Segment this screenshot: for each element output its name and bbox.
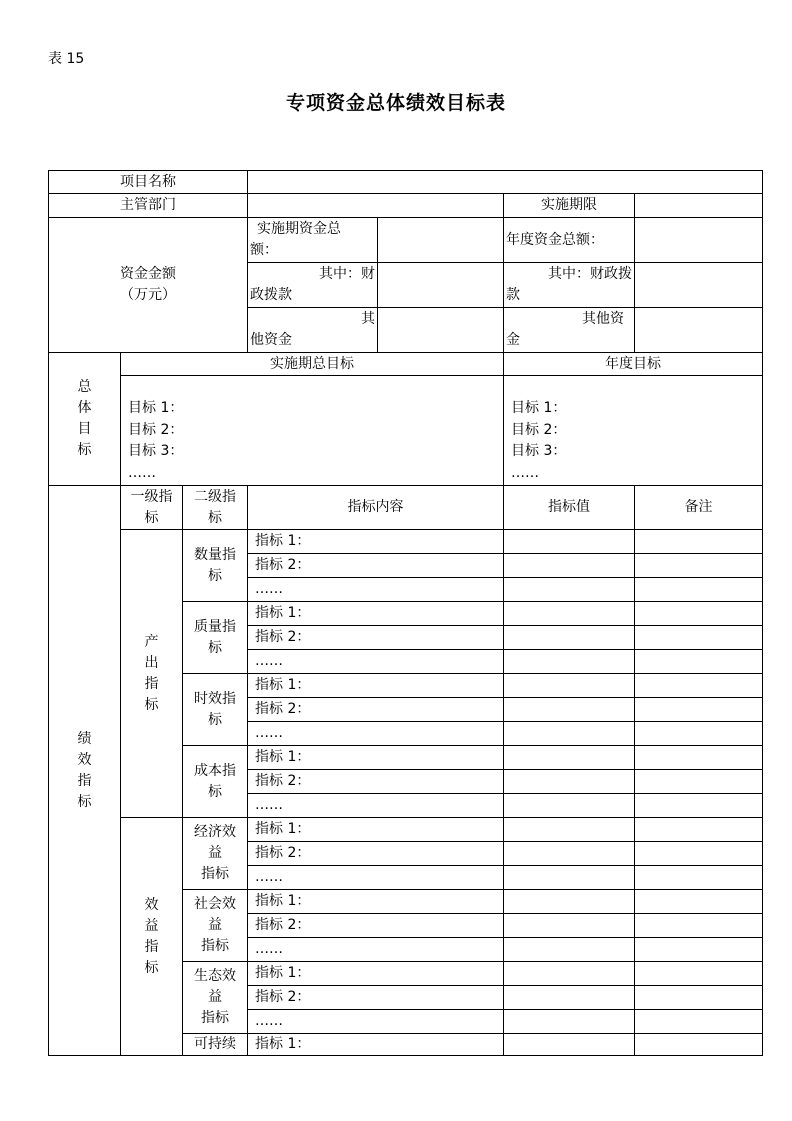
indicator-value[interactable] bbox=[504, 866, 635, 890]
cost-line2: 标 bbox=[208, 783, 222, 800]
indicator-remark[interactable] bbox=[635, 1010, 763, 1034]
timeliness-indicator-label bbox=[183, 674, 248, 746]
indicator-content[interactable]: …… bbox=[248, 866, 504, 890]
indicator-content[interactable]: 指标 1： bbox=[248, 530, 504, 554]
indicator-remark[interactable] bbox=[635, 698, 763, 722]
overall-goal-label bbox=[49, 353, 121, 486]
table-row bbox=[49, 818, 763, 842]
indicator-value[interactable] bbox=[504, 794, 635, 818]
table-number: 表 15 bbox=[48, 51, 85, 67]
indicator-remark[interactable] bbox=[635, 938, 763, 962]
row-project-name bbox=[49, 171, 763, 194]
fiscal-right-line1: 其中：财政拨 bbox=[548, 266, 633, 282]
period-goal-3: 目标 3： bbox=[128, 443, 184, 459]
sustainable-benefit-label: 可持续 bbox=[183, 1034, 248, 1056]
fiscal-right-line2: 款 bbox=[506, 287, 521, 303]
fiscal-left-value[interactable] bbox=[378, 263, 504, 308]
row-goals bbox=[49, 376, 763, 486]
benefit-char-2: 益 bbox=[144, 917, 159, 934]
indicator-content[interactable]: 指标 2： bbox=[248, 842, 504, 866]
indicator-value[interactable] bbox=[504, 914, 635, 938]
indicator-remark[interactable] bbox=[635, 530, 763, 554]
other-left-line2: 他资金 bbox=[250, 332, 293, 348]
indicator-value[interactable] bbox=[504, 890, 635, 914]
indicator-value[interactable] bbox=[504, 842, 635, 866]
level1-header-line2: 标 bbox=[144, 509, 159, 526]
period-label: 实施期限 bbox=[504, 194, 635, 218]
indicator-content[interactable]: …… bbox=[248, 938, 504, 962]
indicator-value[interactable] bbox=[504, 938, 635, 962]
period-total-line1: 实施期资金总 bbox=[257, 221, 342, 237]
fiscal-right-label bbox=[504, 263, 635, 308]
economic-line1: 经济效 bbox=[194, 824, 236, 840]
output-char-2: 出 bbox=[144, 654, 159, 671]
ecological-benefit-label bbox=[183, 962, 248, 1034]
indicator-value[interactable] bbox=[504, 602, 635, 626]
indicator-value[interactable] bbox=[504, 578, 635, 602]
performance-goal-table bbox=[48, 170, 763, 1056]
perf-char-2: 效 bbox=[77, 751, 92, 768]
fiscal-left-line1: 其中：财 bbox=[319, 266, 376, 282]
overall-char-1: 总 bbox=[77, 379, 92, 395]
indicator-value[interactable] bbox=[504, 530, 635, 554]
row-department bbox=[49, 194, 763, 218]
row-funds-total bbox=[49, 218, 763, 263]
indicator-content[interactable]: 指标 1： bbox=[248, 674, 504, 698]
funds-label-line1: 资金金额 bbox=[120, 266, 176, 282]
indicator-remark[interactable] bbox=[635, 674, 763, 698]
benefit-indicator-label bbox=[121, 818, 183, 1056]
indicator-content[interactable]: 指标 1： bbox=[248, 602, 504, 626]
output-char-4: 标 bbox=[144, 696, 159, 713]
annual-goal-2: 目标 2： bbox=[511, 421, 567, 438]
row-goal-headers bbox=[49, 353, 763, 376]
indicator-value[interactable] bbox=[504, 986, 635, 1010]
indicator-remark[interactable] bbox=[635, 794, 763, 818]
perf-char-1: 绩 bbox=[77, 730, 92, 747]
period-total-value[interactable] bbox=[378, 218, 504, 263]
period-goal-1: 目标 1： bbox=[128, 400, 184, 416]
row-indicator-headers bbox=[49, 486, 763, 530]
annual-total-label: 年度资金总额： bbox=[504, 218, 635, 263]
annual-goal-1: 目标 1： bbox=[511, 400, 567, 416]
indicator-content[interactable]: …… bbox=[248, 794, 504, 818]
indicator-content[interactable]: 指标 2： bbox=[248, 554, 504, 578]
indicator-remark[interactable] bbox=[635, 626, 763, 650]
other-right-value[interactable] bbox=[635, 308, 763, 353]
other-left-label bbox=[248, 308, 378, 353]
page-title: 专项资金总体绩效目标表 bbox=[285, 92, 506, 114]
performance-indicator-label bbox=[49, 486, 121, 1056]
benefit-char-3: 指 bbox=[144, 938, 159, 955]
indicator-remark[interactable] bbox=[635, 914, 763, 938]
annual-goal-header: 年度目标 bbox=[504, 353, 763, 376]
period-goal-2: 目标 2： bbox=[128, 421, 184, 438]
ecological-line1: 生态效 bbox=[194, 968, 236, 984]
indicator-content[interactable]: 指标 2： bbox=[248, 986, 504, 1010]
indicator-value[interactable] bbox=[504, 1034, 635, 1056]
indicator-value[interactable] bbox=[504, 1010, 635, 1034]
benefit-char-1: 效 bbox=[144, 896, 159, 913]
level2-header bbox=[183, 486, 248, 530]
funds-label-line2: （万元） bbox=[120, 287, 176, 303]
quantity-indicator-label bbox=[183, 530, 248, 602]
indicator-content[interactable]: …… bbox=[248, 578, 504, 602]
indicator-content[interactable]: …… bbox=[248, 650, 504, 674]
fiscal-left-label bbox=[248, 263, 378, 308]
indicator-content[interactable]: 指标 1： bbox=[248, 890, 504, 914]
quantity-line1: 数量指 bbox=[194, 546, 236, 563]
period-total-line2: 额： bbox=[250, 242, 279, 258]
annual-goal-3: 目标 3： bbox=[511, 443, 567, 459]
indicator-value[interactable] bbox=[504, 962, 635, 986]
overall-char-4: 标 bbox=[77, 442, 92, 458]
indicator-remark[interactable] bbox=[635, 1034, 763, 1056]
cost-line1: 成本指 bbox=[194, 762, 236, 779]
social-line3: 指标 bbox=[201, 938, 229, 954]
level1-header-line1: 一级指 bbox=[130, 488, 173, 505]
economic-line2: 益 bbox=[208, 845, 222, 861]
indicator-remark[interactable] bbox=[635, 602, 763, 626]
indicator-remark[interactable] bbox=[635, 578, 763, 602]
indicator-remark[interactable] bbox=[635, 650, 763, 674]
period-goals[interactable] bbox=[121, 376, 504, 486]
period-goal-more: …… bbox=[128, 464, 156, 481]
indicator-content[interactable]: 指标 2： bbox=[248, 914, 504, 938]
indicator-remark[interactable] bbox=[635, 890, 763, 914]
indicator-value[interactable] bbox=[504, 626, 635, 650]
social-benefit-label bbox=[183, 890, 248, 962]
quality-line2: 标 bbox=[208, 639, 222, 656]
timeliness-line1: 时效指 bbox=[194, 690, 236, 707]
social-line2: 益 bbox=[208, 917, 222, 933]
indicator-remark[interactable] bbox=[635, 866, 763, 890]
level1-header bbox=[121, 486, 183, 530]
funds-label bbox=[49, 218, 248, 353]
period-value[interactable] bbox=[635, 194, 763, 218]
period-goal-header: 实施期总目标 bbox=[121, 353, 504, 376]
indicator-remark[interactable] bbox=[635, 842, 763, 866]
fiscal-right-value[interactable] bbox=[635, 263, 763, 308]
fiscal-left-line2: 政拨款 bbox=[250, 287, 293, 303]
project-name-value[interactable] bbox=[248, 171, 763, 194]
other-left-line1: 其 bbox=[361, 311, 376, 327]
quality-line1: 质量指 bbox=[194, 618, 236, 635]
economic-benefit-label bbox=[183, 818, 248, 890]
quality-indicator-label bbox=[183, 602, 248, 674]
cost-indicator-label bbox=[183, 746, 248, 818]
indicator-content[interactable]: …… bbox=[248, 722, 504, 746]
annual-goal-more: …… bbox=[511, 464, 540, 481]
indicator-content[interactable]: 指标 2： bbox=[248, 770, 504, 794]
indicator-content[interactable]: 指标 1： bbox=[248, 1034, 504, 1056]
ecological-line2: 益 bbox=[208, 989, 222, 1005]
indicator-content[interactable]: 指标 2： bbox=[248, 626, 504, 650]
indicator-value[interactable] bbox=[504, 818, 635, 842]
other-left-value[interactable] bbox=[378, 308, 504, 353]
indicator-content[interactable]: …… bbox=[248, 1010, 504, 1034]
indicator-remark[interactable] bbox=[635, 986, 763, 1010]
indicator-content[interactable]: 指标 2： bbox=[248, 698, 504, 722]
output-char-3: 指 bbox=[144, 675, 159, 692]
indicator-value[interactable] bbox=[504, 746, 635, 770]
indicator-value[interactable] bbox=[504, 650, 635, 674]
level2-header-line2: 标 bbox=[208, 509, 222, 526]
quantity-line2: 标 bbox=[208, 567, 222, 584]
department-value[interactable] bbox=[248, 194, 504, 218]
timeliness-line2: 标 bbox=[208, 711, 222, 728]
indicator-value[interactable] bbox=[504, 554, 635, 578]
output-indicator-label bbox=[121, 530, 183, 818]
indicator-content[interactable]: 指标 1： bbox=[248, 746, 504, 770]
level2-header-line1: 二级指 bbox=[194, 488, 236, 505]
other-right-line2: 金 bbox=[506, 332, 521, 348]
indicator-remark[interactable] bbox=[635, 962, 763, 986]
other-right-label bbox=[504, 308, 635, 353]
indicator-value[interactable] bbox=[504, 770, 635, 794]
indicator-remark[interactable] bbox=[635, 770, 763, 794]
indicator-content[interactable]: 指标 1： bbox=[248, 962, 504, 986]
value-header: 指标值 bbox=[504, 486, 635, 530]
period-total-label bbox=[248, 218, 378, 263]
overall-char-2: 体 bbox=[77, 400, 92, 416]
indicator-remark[interactable] bbox=[635, 722, 763, 746]
department-label: 主管部门 bbox=[49, 194, 248, 218]
annual-total-value[interactable] bbox=[635, 218, 763, 263]
indicator-value[interactable] bbox=[504, 722, 635, 746]
ecological-line3: 指标 bbox=[201, 1010, 229, 1026]
table-row bbox=[49, 530, 763, 554]
perf-char-3: 指 bbox=[77, 772, 92, 789]
indicator-value[interactable] bbox=[504, 698, 635, 722]
social-line1: 社会效 bbox=[194, 896, 236, 912]
indicator-remark[interactable] bbox=[635, 818, 763, 842]
project-name-label: 项目名称 bbox=[49, 171, 248, 194]
annual-goals[interactable] bbox=[504, 376, 763, 486]
perf-char-4: 标 bbox=[77, 793, 92, 810]
economic-line3: 指标 bbox=[201, 866, 229, 882]
content-header: 指标内容 bbox=[248, 486, 504, 530]
indicator-content[interactable]: 指标 1： bbox=[248, 818, 504, 842]
indicator-remark[interactable] bbox=[635, 746, 763, 770]
indicator-remark[interactable] bbox=[635, 554, 763, 578]
overall-char-3: 目 bbox=[77, 421, 92, 437]
remark-header: 备注 bbox=[635, 486, 763, 530]
output-char-1: 产 bbox=[144, 633, 159, 650]
indicator-value[interactable] bbox=[504, 674, 635, 698]
other-right-line1: 其他资 bbox=[582, 311, 625, 327]
benefit-char-4: 标 bbox=[144, 959, 159, 976]
